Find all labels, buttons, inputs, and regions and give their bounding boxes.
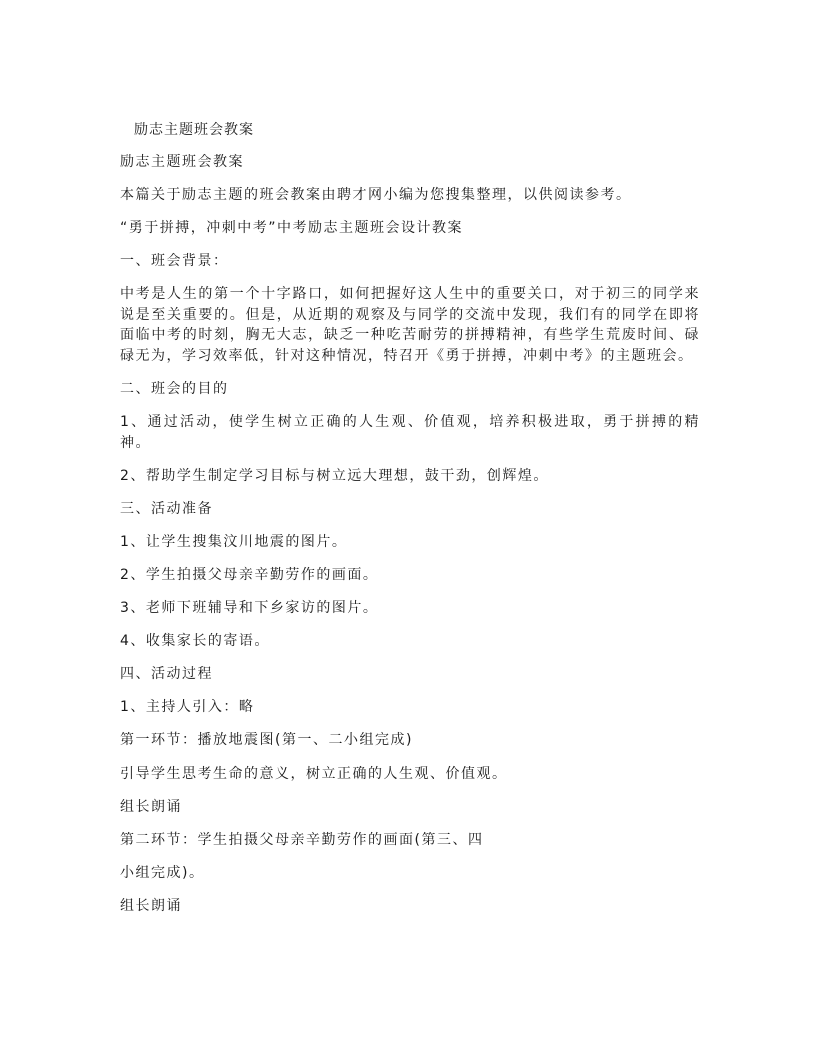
section-heading-preparation: 三、活动准备 bbox=[120, 500, 213, 517]
paragraph-recitation-1: 组长朗诵 bbox=[120, 798, 182, 815]
paragraph-heading: 励志主题班会教案 bbox=[120, 154, 244, 170]
document-title: 励志主题班会教案 bbox=[134, 122, 254, 138]
paragraph-recitation-2: 组长朗诵 bbox=[120, 897, 182, 914]
section-heading-process: 四、活动过程 bbox=[120, 666, 213, 683]
paragraph-stage-2: 第二环节：学生拍摄父母亲辛勤劳作的画面(第三、四 bbox=[120, 831, 484, 848]
paragraph-stage-1: 第一环节：播放地震图(第一、二小组完成) bbox=[120, 732, 413, 749]
section-heading-purpose: 二、班会的目的 bbox=[120, 380, 229, 397]
list-item-process-1: 1、主持人引入：略 bbox=[120, 699, 255, 716]
paragraph-intro: 本篇关于励志主题的班会教案由聘才网小编为您搜集整理，以供阅读参考。 bbox=[120, 187, 632, 204]
section-heading-background: 一、班会背景： bbox=[120, 253, 229, 270]
list-item-purpose-2: 2、帮助学生制定学习目标与树立远大理想，鼓干劲，创辉煌。 bbox=[120, 467, 549, 484]
list-item-preparation-1: 1、让学生搜集汶川地震的图片。 bbox=[120, 533, 348, 550]
document-page bbox=[120, 120, 700, 929]
list-item-purpose-1: 1、通过活动，使学生树立正确的人生观、价值观，培养积极进取，勇于拼搏的精神。 bbox=[120, 414, 700, 451]
paragraph-stage-1-guide: 引导学生思考生命的意义，树立正确的人生观、价值观。 bbox=[120, 765, 508, 782]
list-item-preparation-4: 4、收集家长的寄语。 bbox=[120, 633, 270, 650]
paragraph-background: 中考是人生的第一个十字路口，如何把握好这人生中的重要关口，对于初三的同学来说是至关重要的。但是，从近期的观察及与同学的交流中发现，我们有的同学在即将面临中考的时刻，胸无大志，缺乏一种吃苦耐劳的拼搏精神，有些学生荒废时间、碌碌无为，学习效率低，针对这种情况，特召开《勇于拼搏，冲刺中考》的主题班会。 bbox=[120, 286, 700, 364]
paragraph-stage-2-cont: 小组完成)。 bbox=[120, 864, 205, 881]
list-item-preparation-3: 3、老师下班辅导和下乡家访的图片。 bbox=[120, 600, 379, 617]
list-item-preparation-2: 2、学生拍摄父母亲辛勤劳作的画面。 bbox=[120, 566, 379, 583]
paragraph-subtitle: “勇于拼搏，冲刺中考”中考励志主题班会设计教案 bbox=[120, 220, 464, 237]
